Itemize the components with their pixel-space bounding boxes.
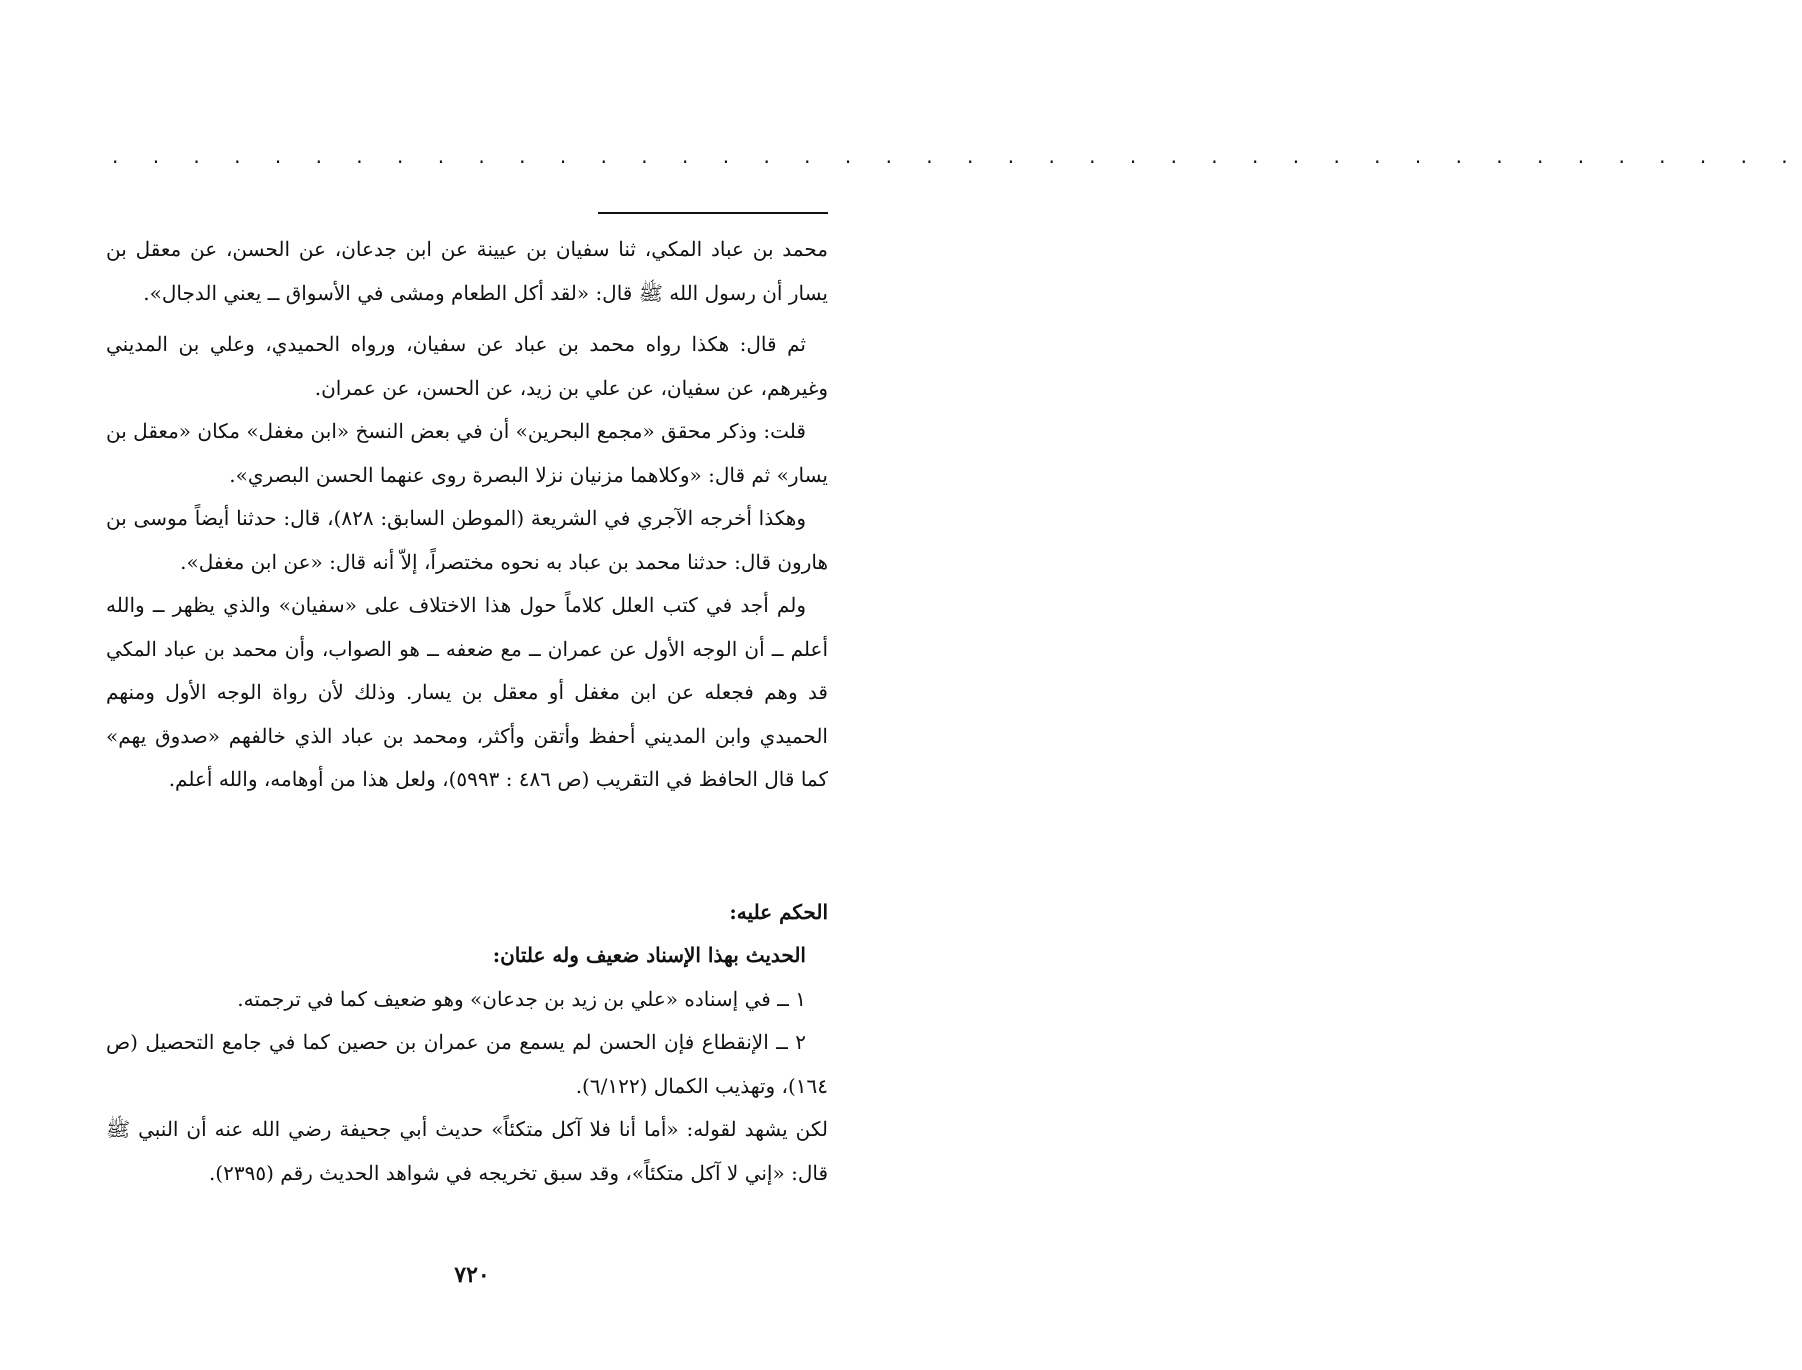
ruling-summary: الحديث بهذا الإسناد ضعيف وله علتان: (492, 943, 806, 967)
separator-dots: . . . . . . . . . . . . . . . . . . . . . . . . . . . . . . . . . . . . . . . . . . (112, 144, 1802, 168)
footnote-paragraph: قلت: وذكر محقق «مجمع البحرين» أن في بعض النسخ «ابن مغفل» مكان «معقل بن يسار» ثم قال: «وكلاهما مزنيان نزلا البصرة روى عنهما الحسن البصري». (106, 419, 828, 487)
ruling-reason: ١ ــ في إسناده «علي بن زيد بن جدعان» وهو ضعيف كما في ترجمته. (237, 986, 806, 1011)
page-number: ٧٢٠ (454, 1262, 490, 1288)
ruling-reason: ٢ ــ الإنقطاع فإن الحسن لم يسمع من عمران بن حصين كما في جامع التحصيل (ص ١٦٤)، وتهذيب الكمال (٦/١٢٢). (106, 1030, 828, 1098)
footnote-rule (598, 212, 828, 214)
footnote-paragraph: ولم أجد في كتب العلل كلاماً حول هذا الاختلاف على «سفيان» والذي يظهر ــ والله أعلم ــ أن الوجه الأول عن عمران ــ مع ضعفه ــ هو الصواب، وأن محمد بن عباد المكي قد وهم فجعله عن ابن مغفل أو معقل بن يسار. وذلك لأن رواة الوجه الأول ومنهم الحميدي وابن المديني أحفظ وأتقن وأكثر، ومحمد بن عباد الذي خالفهم «صدوق يهم» كما قال الحافظ في التقريب (ص ٤٨٦ : ٥٩٩٣)، ولعل هذا من أوهامه، والله أعلم. (106, 593, 828, 791)
ruling-heading: الحكم عليه: (729, 900, 828, 924)
footnote-paragraph: ثم قال: هكذا رواه محمد بن عباد عن سفيان، ورواه الحميدي، وعلي بن المديني وغيرهم، عن سفيان، عن علي بن زيد، عن الحسن، عن عمران. (106, 332, 828, 400)
footnote-paragraph: وهكذا أخرجه الآجري في الشريعة (الموطن السابق: ٨٢٨)، قال: حدثنا أيضاً موسى بن هارون قال: حدثنا محمد بن عباد به نحوه مختصراً، إلاّ أنه قال: «عن ابن مغفل». (106, 506, 828, 574)
ruling-section (106, 934, 828, 1195)
ruling-supporting: لكن يشهد لقوله: «أما أنا فلا آكل متكئاً» حديث أبي جحيفة رضي الله عنه أن النبي ﷺ قال: «إني لا آكل متكئاً»، وقد سبق تخريجه في شواهد الحديث رقم (٢٣٩٥). (106, 1117, 828, 1185)
footnote-paragraph: محمد بن عباد المكي، ثنا سفيان بن عيينة عن ابن جدعان، عن الحسن، عن معقل بن يسار أن رسول الله ﷺ قال: «لقد أكل الطعام ومشى في الأسواق ــ يعني الدجال». (106, 237, 828, 305)
footnote-text (106, 228, 828, 802)
